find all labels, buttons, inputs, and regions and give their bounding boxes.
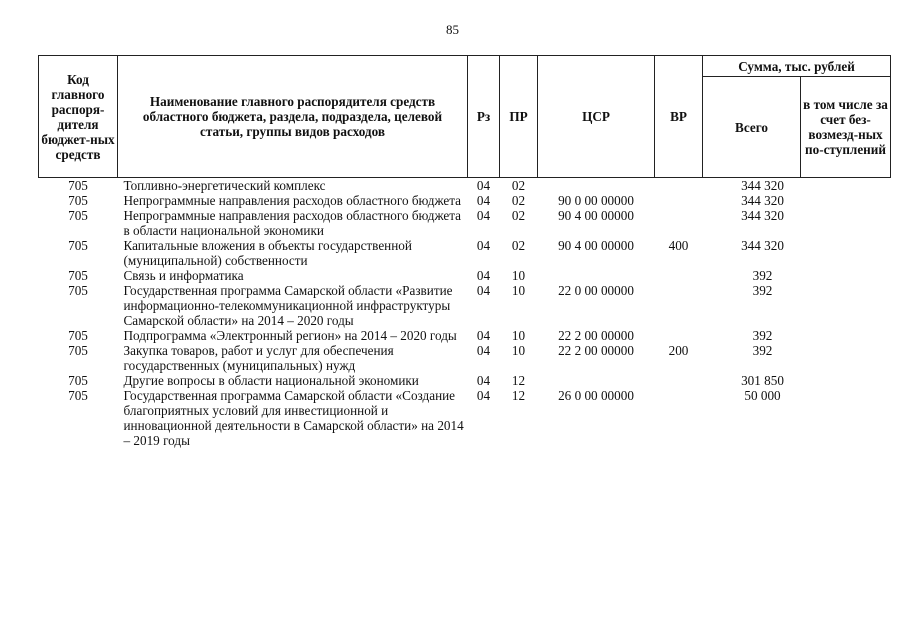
cell-incl [801, 193, 891, 208]
cell-name: Топливно-энергетический комплекс [123, 178, 326, 193]
cell-total: 392 [752, 343, 773, 358]
cell-vr [655, 268, 703, 283]
cell-total: 392 [752, 328, 773, 343]
cell-total: 392 [752, 268, 773, 283]
cell-incl [801, 238, 891, 268]
cell-incl [801, 208, 891, 238]
cell-csr [538, 178, 655, 194]
cell-total: 301 850 [741, 373, 784, 388]
cell-name: Государственная программа Самарской области «Развитие информационно-телекоммуникационной инфраструктуры Самарской области» на 2014 – 2020 годы [123, 283, 453, 328]
cell-csr [538, 268, 655, 283]
cell-csr [538, 373, 655, 388]
cell-vr [655, 373, 703, 388]
cell-rz: 04 [476, 343, 491, 358]
header-name: Наименование главного распорядителя средств областного бюджета, раздела, подраздела, целевой статьи, группы видов расходов [118, 56, 468, 178]
cell-code: 705 [68, 268, 88, 283]
cell-incl [801, 373, 891, 388]
cell-csr: 22 2 00 00000 [558, 328, 634, 343]
cell-name: Непрограммные направления расходов областного бюджета в области национальной экономики [123, 208, 462, 238]
cell-incl [801, 343, 891, 373]
cell-rz: 04 [476, 373, 491, 388]
cell-rz: 04 [476, 238, 491, 253]
cell-csr: 26 0 00 00000 [558, 388, 634, 403]
cell-pr: 12 [511, 388, 526, 403]
table-header [39, 56, 891, 178]
cell-incl [801, 388, 891, 448]
cell-code: 705 [68, 178, 88, 193]
table-row [39, 178, 891, 194]
cell-vr [655, 328, 703, 343]
table-row [39, 328, 891, 343]
table-row [39, 208, 891, 238]
cell-code: 705 [68, 208, 88, 223]
cell-pr: 10 [511, 328, 526, 343]
cell-code: 705 [68, 238, 88, 253]
cell-code: 705 [68, 328, 88, 343]
cell-pr: 02 [511, 208, 526, 223]
cell-total: 392 [752, 283, 773, 298]
header-csr: ЦСР [538, 56, 655, 178]
header-pr: ПР [500, 56, 538, 178]
cell-vr [655, 388, 703, 448]
cell-code: 705 [68, 343, 88, 358]
cell-code: 705 [68, 283, 88, 298]
cell-rz: 04 [476, 283, 491, 298]
cell-csr: 90 4 00 00000 [558, 208, 634, 223]
header-sum: Сумма, тыс. рублей [703, 56, 891, 77]
cell-rz: 04 [476, 193, 491, 208]
cell-vr: 400 [668, 238, 689, 253]
cell-csr: 22 2 00 00000 [558, 343, 634, 358]
cell-code: 705 [68, 388, 88, 403]
table-body [39, 178, 891, 449]
header-code: Код главного распоря-дителя бюджет-ных средств [39, 56, 118, 178]
cell-code: 705 [68, 373, 88, 388]
cell-csr: 90 0 00 00000 [558, 193, 634, 208]
cell-incl [801, 178, 891, 194]
cell-rz: 04 [476, 208, 491, 223]
table-row [39, 268, 891, 283]
cell-name: Подпрограмма «Электронный регион» на 2014 – 2020 годы [123, 328, 457, 343]
cell-code: 705 [68, 193, 88, 208]
cell-pr: 10 [511, 268, 526, 283]
cell-pr: 12 [511, 373, 526, 388]
cell-rz: 04 [476, 268, 491, 283]
table-row [39, 343, 891, 373]
cell-name: Связь и информатика [123, 268, 244, 283]
cell-pr: 10 [511, 343, 526, 358]
cell-vr: 200 [668, 343, 689, 358]
table-row [39, 238, 891, 268]
cell-pr: 10 [511, 283, 526, 298]
cell-pr: 02 [511, 178, 526, 193]
cell-total: 344 320 [741, 193, 784, 208]
page-number: 85 [446, 22, 459, 37]
cell-incl [801, 328, 891, 343]
cell-name: Другие вопросы в области национальной экономики [123, 373, 419, 388]
cell-incl [801, 283, 891, 328]
header-rz: Рз [468, 56, 500, 178]
cell-name: Непрограммные направления расходов областного бюджета [123, 193, 462, 208]
cell-pr: 02 [511, 238, 526, 253]
cell-total: 344 320 [741, 238, 784, 253]
cell-csr: 22 0 00 00000 [558, 283, 634, 298]
cell-vr [655, 193, 703, 208]
header-vr: ВР [655, 56, 703, 178]
table-row [39, 283, 891, 328]
cell-rz: 04 [476, 328, 491, 343]
table-row [39, 388, 891, 448]
cell-vr [655, 283, 703, 328]
cell-pr: 02 [511, 193, 526, 208]
cell-vr [655, 208, 703, 238]
cell-incl [801, 268, 891, 283]
cell-csr: 90 4 00 00000 [558, 238, 634, 253]
cell-total: 344 320 [741, 208, 784, 223]
header-total: Всего [703, 77, 801, 178]
table-row [39, 193, 891, 208]
cell-name: Закупка товаров, работ и услуг для обеспечения государственных (муниципальных) нужд [123, 343, 394, 373]
cell-name: Государственная программа Самарской области «Создание благоприятных условий для инвестиционной и инновационной деятельности в Самарской области» на 2014 – 2019 годы [123, 388, 464, 448]
cell-rz: 04 [476, 178, 491, 193]
cell-rz: 04 [476, 388, 491, 403]
header-incl: в том числе за счет без-возмезд-ных по-ступлений [801, 77, 891, 178]
cell-name: Капитальные вложения в объекты государственной (муниципальной) собственности [123, 238, 412, 268]
budget-table [38, 55, 891, 448]
cell-total: 344 320 [741, 178, 784, 193]
cell-vr [655, 178, 703, 194]
table-row [39, 373, 891, 388]
cell-total: 50 000 [744, 388, 781, 403]
